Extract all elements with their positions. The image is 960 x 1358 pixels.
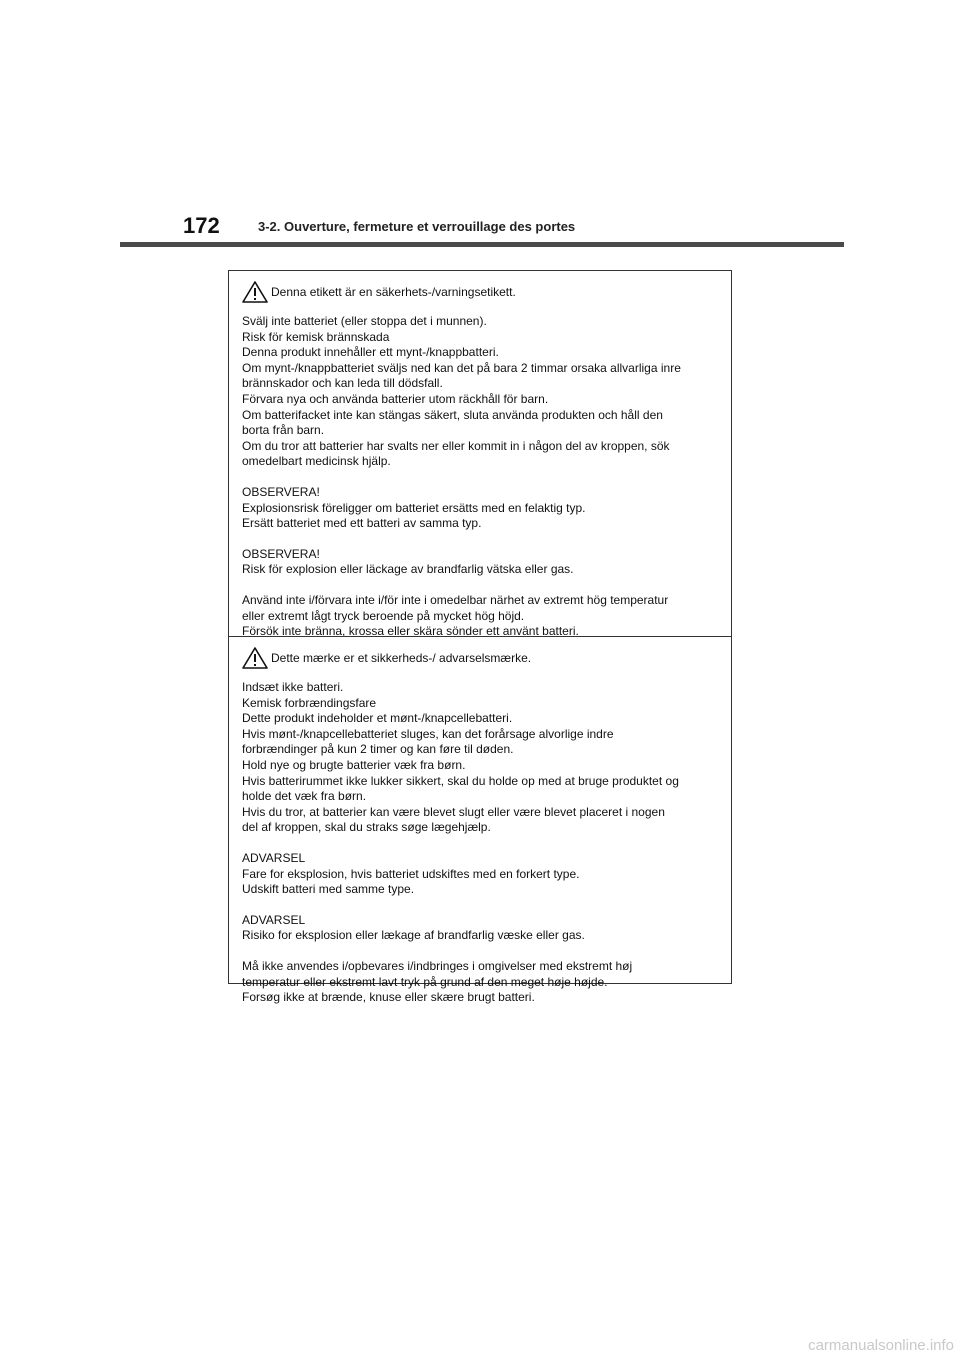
body-line: Hvis mønt-/knapcellebatteriet sluges, kan det forårsage alvorlige indre <box>242 726 614 741</box>
body-line: OBSERVERA! <box>242 546 320 561</box>
body-line: holde det væk fra børn. <box>242 789 367 804</box>
body-line: Svälj inte batteriet (eller stoppa det i munnen). <box>242 314 487 328</box>
body-line: Dette produkt indeholder et mønt-/knapcellebatteri. <box>242 711 513 726</box>
body-line: brännskador och kan leda till dödsfall. <box>242 376 443 391</box>
body-line: Denna produkt innehåller ett mynt-/knappbatteri. <box>242 345 499 360</box>
body-line: Fare for eksplosion, hvis batteriet udskiftes med en forkert type. <box>242 866 580 881</box>
body-line: Hold nye og brugte batterier væk fra børn. <box>242 757 466 772</box>
paragraph-gap <box>242 944 731 959</box>
paragraph-gap <box>242 578 731 593</box>
swedish-warning-title: Denna etikett är en säkerhets-/varningsetikett. <box>271 285 516 299</box>
swedish-warning-header <box>242 281 731 303</box>
warning-triangle-icon <box>242 647 268 669</box>
body-line: Ersätt batteriet med ett batteri av samma typ. <box>242 516 482 531</box>
body-line: Explosionsrisk föreligger om batteriet ersätts med en felaktig typ. <box>242 500 586 515</box>
body-line: Risk för explosion eller läckage av brandfarlig vätska eller gas. <box>242 562 574 577</box>
warning-triangle-icon <box>242 281 268 303</box>
page-number: 172 <box>183 213 220 238</box>
footer-logo: carmanualsonline.info <box>808 1337 954 1354</box>
body-line: Risk för kemisk brännskada <box>242 329 390 344</box>
body-line: Hvis batterirummet ikke lukker sikkert, skal du holde op med at bruge produktet og <box>242 773 679 788</box>
body-line: borta från barn. <box>242 423 325 438</box>
body-line: ADVARSEL <box>242 850 306 865</box>
body-line: forbrændinger på kun 2 timer og kan føre til døden. <box>242 742 514 757</box>
paragraph-gap <box>242 470 731 485</box>
body-line: omedelbart medicinsk hjälp. <box>242 454 391 469</box>
header-rule <box>120 242 844 247</box>
section-title: 3-2. Ouverture, fermeture et verrouillage des portes <box>258 219 576 234</box>
body-line: Må ikke anvendes i/opbevares i/indbringes i omgivelser med ekstremt høj <box>242 958 633 973</box>
body-line: temperatur eller ekstremt lavt tryk på grund af den meget høje højde. <box>242 974 608 989</box>
body-line: Försök inte bränna, krossa eller skära sönder ett använt batteri. <box>242 624 579 639</box>
body-line: Om mynt-/knappbatteriet sväljs ned kan det på bara 2 timmar orsaka allvarliga inre <box>242 360 681 375</box>
paragraph-gap <box>242 532 731 547</box>
body-line: Använd inte i/förvara inte i/för inte i omedelbar närhet av extremt hög temperatur <box>242 592 669 607</box>
paragraph-gap <box>242 836 731 851</box>
body-line: Om batterifacket inte kan stängas säkert, sluta använda produkten och håll den <box>242 407 663 422</box>
body-line: Kemisk forbrændingsfare <box>242 695 377 710</box>
body-line: Indsæt ikke batteri. <box>242 680 344 694</box>
body-line: OBSERVERA! <box>242 484 320 499</box>
body-line: ADVARSEL <box>242 912 306 927</box>
swedish-section <box>229 271 731 639</box>
body-line: Udskift batteri med samme type. <box>242 882 415 897</box>
safety-label-box <box>228 270 732 1005</box>
paragraph-gap <box>242 898 731 913</box>
body-line: Risiko for eksplosion eller lækage af brandfarlig væske eller gas. <box>242 928 585 943</box>
body-line: eller extremt lågt tryck beroende på mycket hög höjd. <box>242 608 525 623</box>
swedish-body-text <box>242 314 731 640</box>
body-line: del af kroppen, skal du straks søge lægehjælp. <box>242 820 491 835</box>
body-line: Hvis du tror, at batterier kan være blevet slugt eller være blevet placeret i nogen <box>242 804 665 819</box>
danish-body-text <box>242 680 731 1006</box>
danish-warning-header <box>242 647 731 669</box>
danish-warning-title: Dette mærke er et sikkerheds-/ advarselsmærke. <box>271 651 532 665</box>
body-line: Förvara nya och använda batterier utom räckhåll för barn. <box>242 391 549 406</box>
body-line: Forsøg ikke at brænde, knuse eller skære brugt batteri. <box>242 990 535 1005</box>
danish-section <box>229 636 731 1005</box>
body-line: Om du tror att batterier har svalts ner eller kommit in i någon del av kroppen, sök <box>242 438 670 453</box>
